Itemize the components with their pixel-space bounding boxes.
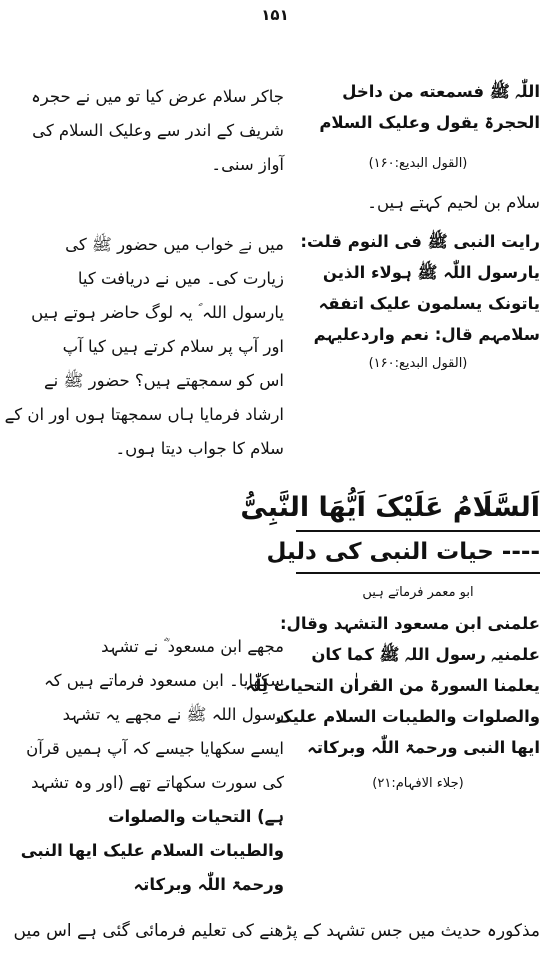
- narrator-intro-1: سلام بن لحیم کہتے ہیں۔: [367, 193, 540, 212]
- text-line: اور آپ پر سلام کرتے ہیں کیا آپ: [62, 337, 284, 356]
- text-line: علمنی ابن مسعود التشہد وقال:: [279, 614, 540, 633]
- section-heading: اَلسَّلَامُ عَلَیْکَ اَیُّھَا النَّبِیُّ: [240, 492, 540, 523]
- text-line: الحجرۃ یقول وعلیک السلام: [319, 113, 540, 132]
- text-line: آواز سنی۔: [211, 155, 284, 174]
- text-line: اللّٰہ ﷺ فسمعته من داخل: [342, 82, 540, 101]
- text-line: ارشاد فرمایا ہاں سمجھتا ہوں اور ان کے: [4, 405, 284, 424]
- text-line: اس کو سمجھتے ہیں؟ حضور ﷺ نے: [44, 371, 284, 390]
- text-line: والطیبات السلام علیک ایھا النبی: [20, 841, 284, 860]
- text-line: میں نے خواب میں حضور ﷺ کی: [65, 235, 284, 254]
- text-line: سکھایا۔ ابن مسعود فرماتے ہیں کہ: [43, 671, 284, 690]
- arabic-block-1: [296, 76, 540, 138]
- text-line: ایھا النبی ورحمۃ اللّٰہ وبرکاتہ: [307, 738, 540, 757]
- reference-1: (القول البدیع:۱۶۰): [368, 156, 468, 171]
- heading-underline: [296, 572, 540, 574]
- footer-text-line: مذکورہ حدیث میں جس تشہد کے پڑھنے کی تعلیم فرمائی گئی ہے اس میں: [13, 921, 540, 941]
- text-line: علمنیہ رسول اللہ ﷺ کما کان: [311, 645, 540, 664]
- text-line: ورحمۃ اللّٰہ وبرکاتہ: [133, 875, 284, 894]
- text-line: سلامہم قال: نعم واردعلیہم: [313, 325, 540, 344]
- text-line: سلام کا جواب دیتا ہوں۔: [115, 439, 284, 458]
- text-line: کی سورت سکھاتے تھے (اور وہ تشہد: [31, 773, 284, 792]
- text-line: یارسول اللّٰہ ﷺ ہولاء الذین: [322, 263, 540, 282]
- text-line: شریف کے اندر سے وعلیک السلام کی: [32, 121, 284, 140]
- page-number: ۱۵۱: [261, 6, 289, 24]
- text-line: یعلمنا السورۃ من القراٰن التحیات لِلّٰہ: [245, 676, 540, 695]
- arabic-block-3: [245, 608, 540, 763]
- text-line: ہے) التحیات والصلوات: [107, 807, 284, 826]
- urdu-block-1: [10, 80, 284, 182]
- text-line: یاتونک یسلمون علیک اتفقہ: [318, 294, 540, 313]
- text-line: رسول اللہ ﷺ نے مجھے یہ تشہد: [62, 705, 284, 724]
- text-line: جاکر سلام عرض کیا تو میں نے حجرہ: [31, 87, 284, 106]
- reference-2: (القول البدیع:۱۶۰): [368, 356, 468, 371]
- narrator-intro-2: ابو معمر فرماتے ہیں: [362, 585, 474, 600]
- text-line: ایسے سکھایا جیسے کہ آپ ہمیں قرآن: [26, 739, 284, 758]
- reference-3: (جلاء الافہام:۲۱): [372, 776, 464, 791]
- text-line: والصلوات والطیبات السلام علیک: [275, 707, 540, 726]
- urdu-block-3: [10, 630, 284, 902]
- text-line: یارسول اللہ ؐ یہ لوگ حاضر ہوتے ہیں: [31, 303, 284, 322]
- text-line: رایت النبی ﷺ فی النوم قلت:: [300, 232, 540, 251]
- text-line: زیارت کی۔ میں نے دریافت کیا: [77, 269, 284, 288]
- text-line: مجھے ابن مسعود ؓ نے تشہد: [101, 637, 284, 656]
- urdu-block-2: [4, 228, 284, 466]
- arabic-block-2: [296, 226, 540, 350]
- section-subheading: ---- حیات النبی کی دلیل: [296, 530, 540, 570]
